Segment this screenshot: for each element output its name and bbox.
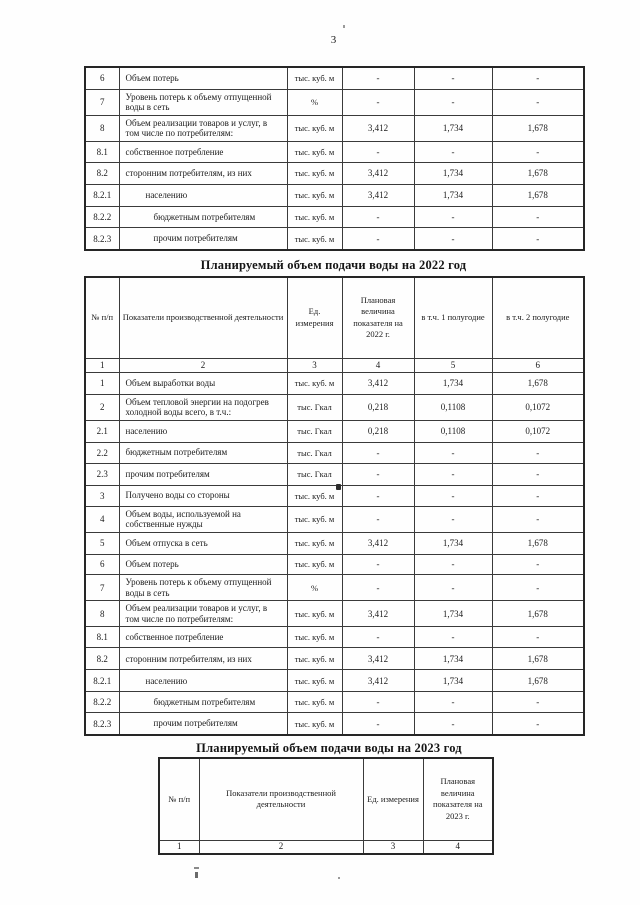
cell-num: 8.2.3	[85, 227, 119, 250]
water-supply-table-continuation	[84, 66, 583, 251]
table-row	[85, 670, 584, 692]
cell-num: 8.2	[85, 162, 119, 184]
cell-v1: 3,412	[342, 670, 414, 692]
header-row	[159, 758, 493, 840]
table-row	[85, 67, 584, 89]
column-number: 1	[85, 358, 119, 372]
cell-v3: 0,1072	[492, 420, 584, 442]
table-row	[85, 162, 584, 184]
cell-v2: -	[414, 554, 492, 574]
column-header: Плановая величина показателя на 2022 г.	[342, 277, 414, 358]
cell-v3: -	[492, 206, 584, 227]
cell-v1: 0,218	[342, 394, 414, 420]
cell-num: 2.2	[85, 442, 119, 463]
table-row	[85, 420, 584, 442]
cell-v2: -	[414, 713, 492, 735]
table-row	[85, 554, 584, 574]
cell-v1: -	[342, 67, 414, 89]
cell-name: прочим потребителям	[119, 463, 287, 485]
cell-v3: 1,678	[492, 372, 584, 394]
column-number: 1	[159, 840, 199, 854]
cell-num: 8.1	[85, 141, 119, 162]
cell-v1: -	[342, 485, 414, 506]
cell-unit: тыс. куб. м	[287, 184, 342, 206]
cell-unit: тыс. куб. м	[287, 713, 342, 735]
scan-speck	[194, 867, 199, 869]
cell-v1: -	[342, 227, 414, 250]
scan-speck	[338, 877, 340, 879]
cell-v3: 1,678	[492, 162, 584, 184]
cell-num: 6	[85, 554, 119, 574]
cell-v3: -	[492, 506, 584, 532]
cell-v2: -	[414, 442, 492, 463]
cell-v2: 1,734	[414, 648, 492, 670]
cell-num: 8	[85, 601, 119, 627]
table-row	[85, 184, 584, 206]
cell-num: 8.2.3	[85, 713, 119, 735]
column-header: Ед. измерения	[287, 277, 342, 358]
cell-num: 7	[85, 89, 119, 115]
cell-num: 4	[85, 506, 119, 532]
cell-name: сторонним потребителям, из них	[119, 162, 287, 184]
column-number-row	[159, 840, 493, 854]
cell-unit: тыс. куб. м	[287, 627, 342, 648]
cell-v2: -	[414, 485, 492, 506]
cell-v2: -	[414, 463, 492, 485]
cell-v2: 1,734	[414, 184, 492, 206]
table-row	[85, 442, 584, 463]
table-row	[85, 648, 584, 670]
cell-num: 8.2.2	[85, 206, 119, 227]
cell-unit: тыс. куб. м	[287, 141, 342, 162]
table-row	[85, 89, 584, 115]
cell-v2: -	[414, 506, 492, 532]
cell-v2: 1,734	[414, 115, 492, 141]
cell-unit: %	[287, 574, 342, 600]
cell-num: 7	[85, 574, 119, 600]
table-row	[85, 463, 584, 485]
cell-v2: -	[414, 227, 492, 250]
cell-v1: -	[342, 713, 414, 735]
cell-unit: тыс. куб. м	[287, 648, 342, 670]
cell-v2: 1,734	[414, 372, 492, 394]
cell-name: Объем выработки воды	[119, 372, 287, 394]
cell-v2: -	[414, 627, 492, 648]
scan-ink-blot	[336, 484, 341, 490]
column-header: № п/п	[85, 277, 119, 358]
table-row	[85, 713, 584, 735]
cell-name: Объем тепловой энергии на подогрев холодной воды всего, в т.ч.:	[119, 394, 287, 420]
cell-name: Уровень потерь к объему отпущенной воды в сеть	[119, 89, 287, 115]
table-row	[85, 227, 584, 250]
cell-v1: -	[342, 506, 414, 532]
column-header: № п/п	[159, 758, 199, 840]
cell-unit: тыс. куб. м	[287, 554, 342, 574]
table-row	[85, 601, 584, 627]
cell-v2: 1,734	[414, 162, 492, 184]
table-row	[85, 506, 584, 532]
cell-name: Объем реализации товаров и услуг, в том числе по потребителям:	[119, 601, 287, 627]
cell-name: сторонним потребителям, из них	[119, 648, 287, 670]
cell-num: 3	[85, 485, 119, 506]
column-header: Ед. измерения	[363, 758, 423, 840]
column-header: Плановая величина показателя на 2023 г.	[423, 758, 493, 840]
cell-name: Получено воды со стороны	[119, 485, 287, 506]
cell-unit: тыс. куб. м	[287, 227, 342, 250]
table-row	[85, 141, 584, 162]
cell-num: 8.2.2	[85, 692, 119, 713]
table-body	[85, 372, 584, 735]
cell-unit: тыс. куб. м	[287, 485, 342, 506]
cell-unit: %	[287, 89, 342, 115]
table-row	[85, 574, 584, 600]
cell-v1: -	[342, 692, 414, 713]
column-header: Показатели производственной деятельности	[119, 277, 287, 358]
cell-num: 2.3	[85, 463, 119, 485]
cell-name: населению	[119, 670, 287, 692]
cell-name: Уровень потерь к объему отпущенной воды в сеть	[119, 574, 287, 600]
column-number: 6	[492, 358, 584, 372]
cell-num: 8.2.1	[85, 184, 119, 206]
header-row	[85, 277, 584, 358]
cell-num: 5	[85, 532, 119, 554]
column-number: 2	[119, 358, 287, 372]
cell-name: Объем потерь	[119, 554, 287, 574]
cell-v3: -	[492, 442, 584, 463]
cell-v1: 3,412	[342, 601, 414, 627]
cell-v3: -	[492, 141, 584, 162]
cell-v2: -	[414, 141, 492, 162]
page-number: 3	[330, 34, 337, 46]
cell-unit: тыс. Гкал	[287, 394, 342, 420]
cell-num: 8	[85, 115, 119, 141]
scan-speck	[195, 872, 198, 878]
cell-v1: -	[342, 574, 414, 600]
cell-unit: тыс. куб. м	[287, 206, 342, 227]
cell-v2: -	[414, 67, 492, 89]
cell-v3: 1,678	[492, 184, 584, 206]
cell-v1: 3,412	[342, 162, 414, 184]
cell-name: прочим потребителям	[119, 227, 287, 250]
cell-v3: 1,678	[492, 670, 584, 692]
column-number: 3	[287, 358, 342, 372]
cell-v1: -	[342, 89, 414, 115]
table-row	[85, 532, 584, 554]
cell-num: 2	[85, 394, 119, 420]
cell-unit: тыс. Гкал	[287, 442, 342, 463]
cell-v3: -	[492, 574, 584, 600]
cell-name: Объем отпуска в сеть	[119, 532, 287, 554]
cell-v1: 3,412	[342, 648, 414, 670]
column-number: 5	[414, 358, 492, 372]
cell-v3: -	[492, 485, 584, 506]
table-2023-title: Планируемый объем подачи воды на 2023 год	[196, 741, 462, 755]
cell-name: собственное потребление	[119, 627, 287, 648]
column-number-row	[85, 358, 584, 372]
cell-v2: 0,1108	[414, 420, 492, 442]
cell-name: населению	[119, 184, 287, 206]
cell-v3: -	[492, 227, 584, 250]
cell-v2: 0,1108	[414, 394, 492, 420]
cell-num: 8.2	[85, 648, 119, 670]
cell-v3: -	[492, 713, 584, 735]
cell-unit: тыс. Гкал	[287, 420, 342, 442]
cell-name: собственное потребление	[119, 141, 287, 162]
cell-unit: тыс. куб. м	[287, 67, 342, 89]
cell-v2: 1,734	[414, 670, 492, 692]
cell-v3: -	[492, 692, 584, 713]
column-header: в т.ч. 2 полугодие	[492, 277, 584, 358]
water-supply-table-2023	[158, 757, 492, 855]
cell-v1: 3,412	[342, 532, 414, 554]
cell-v1: -	[342, 141, 414, 162]
cell-name: бюджетным потребителям	[119, 692, 287, 713]
cell-v3: -	[492, 67, 584, 89]
table-row	[85, 115, 584, 141]
cell-unit: тыс. Гкал	[287, 463, 342, 485]
cell-v3: -	[492, 554, 584, 574]
table-body	[85, 67, 584, 250]
cell-v2: -	[414, 692, 492, 713]
cell-num: 1	[85, 372, 119, 394]
cell-v3: -	[492, 89, 584, 115]
water-supply-table-2022	[84, 276, 583, 736]
table-row	[85, 206, 584, 227]
column-number: 3	[363, 840, 423, 854]
cell-unit: тыс. куб. м	[287, 670, 342, 692]
cell-name: бюджетным потребителям	[119, 206, 287, 227]
cell-unit: тыс. куб. м	[287, 372, 342, 394]
cell-name: бюджетным потребителям	[119, 442, 287, 463]
cell-v1: -	[342, 554, 414, 574]
column-number: 4	[423, 840, 493, 854]
cell-unit: тыс. куб. м	[287, 601, 342, 627]
table-row	[85, 692, 584, 713]
table-row	[85, 394, 584, 420]
cell-name: Объем реализации товаров и услуг, в том числе по потребителям:	[119, 115, 287, 141]
cell-v3: 1,678	[492, 648, 584, 670]
cell-v2: -	[414, 206, 492, 227]
cell-v3: -	[492, 627, 584, 648]
column-number: 4	[342, 358, 414, 372]
cell-unit: тыс. куб. м	[287, 506, 342, 532]
cell-num: 8.1	[85, 627, 119, 648]
cell-v1: 3,412	[342, 184, 414, 206]
cell-v1: 3,412	[342, 115, 414, 141]
cell-num: 8.2.1	[85, 670, 119, 692]
cell-v1: -	[342, 206, 414, 227]
cell-unit: тыс. куб. м	[287, 692, 342, 713]
table-row	[85, 627, 584, 648]
cell-v3: 0,1072	[492, 394, 584, 420]
cell-unit: тыс. куб. м	[287, 532, 342, 554]
column-header: Показатели производственной деятельности	[199, 758, 363, 840]
cell-v2: 1,734	[414, 601, 492, 627]
cell-num: 6	[85, 67, 119, 89]
cell-name: Объем потерь	[119, 67, 287, 89]
cell-v1: -	[342, 442, 414, 463]
table-row	[85, 372, 584, 394]
cell-name: прочим потребителям	[119, 713, 287, 735]
cell-name: населению	[119, 420, 287, 442]
cell-unit: тыс. куб. м	[287, 162, 342, 184]
cell-v2: -	[414, 574, 492, 600]
table-2022-title: Планируемый объем подачи воды на 2022 год	[200, 258, 467, 272]
column-header: в т.ч. 1 полугодие	[414, 277, 492, 358]
cell-v3: 1,678	[492, 532, 584, 554]
cell-unit: тыс. куб. м	[287, 115, 342, 141]
cell-v3: -	[492, 463, 584, 485]
table-row	[85, 485, 584, 506]
cell-v1: 0,218	[342, 420, 414, 442]
cell-num: 2.1	[85, 420, 119, 442]
cell-v1: 3,412	[342, 372, 414, 394]
cell-v2: -	[414, 89, 492, 115]
cell-name: Объем воды, используемой на собственные нужды	[119, 506, 287, 532]
cell-v1: -	[342, 463, 414, 485]
cell-v3: 1,678	[492, 601, 584, 627]
cell-v2: 1,734	[414, 532, 492, 554]
cell-v3: 1,678	[492, 115, 584, 141]
column-number: 2	[199, 840, 363, 854]
scan-speck	[343, 25, 345, 28]
cell-v1: -	[342, 627, 414, 648]
